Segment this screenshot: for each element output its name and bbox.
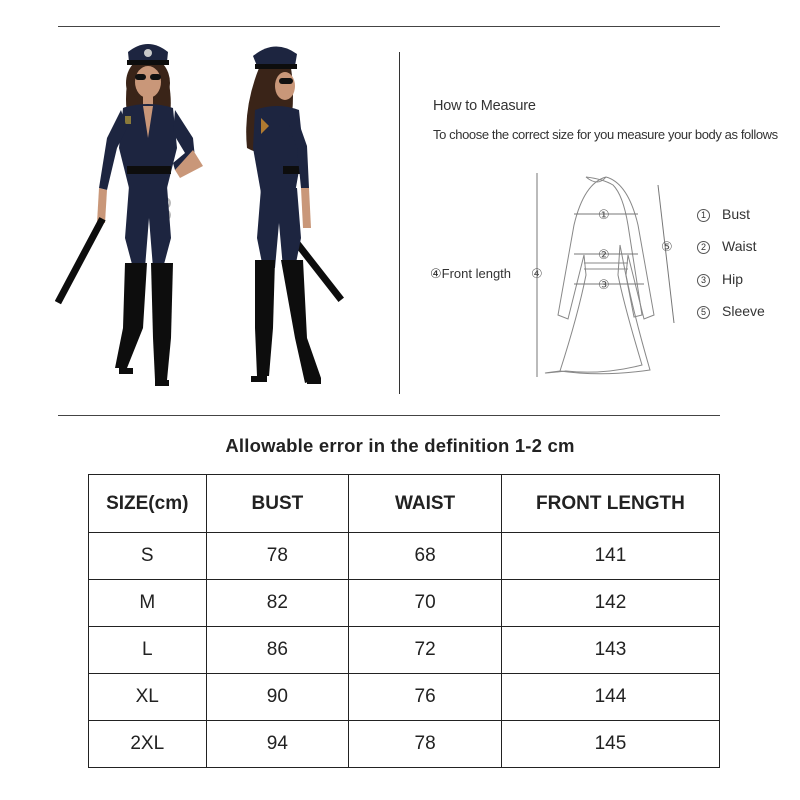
table-header-row [89, 475, 720, 533]
size-cell: S [89, 533, 207, 580]
measure-title: How to Measure [433, 98, 536, 114]
table-row [89, 627, 720, 674]
front-length-cell: 144 [501, 674, 719, 721]
size-cell: M [89, 580, 207, 627]
table-row [89, 580, 720, 627]
header-size: SIZE(cm) [89, 475, 207, 533]
waist-cell: 70 [349, 580, 502, 627]
marker-3: ③ [598, 277, 610, 292]
middle-divider [58, 415, 720, 416]
waist-cell: 68 [349, 533, 502, 580]
front-length-cell: 143 [501, 627, 719, 674]
table-row [89, 721, 720, 768]
bust-cell: 86 [206, 627, 349, 674]
costume-front-photo [55, 38, 225, 393]
legend-bust [697, 206, 750, 222]
size-cell: L [89, 627, 207, 674]
legend-label: Bust [722, 206, 751, 222]
size-cell: 2XL [89, 721, 207, 768]
bust-cell: 94 [206, 721, 349, 768]
front-length-cell: 145 [501, 721, 719, 768]
vertical-divider [399, 52, 400, 394]
measure-subtitle: To choose the correct size for you measure your body as follows [433, 127, 778, 142]
size-chart-table [88, 474, 720, 768]
front-length-label: ④Front length [430, 266, 512, 281]
legend-number: 2 [697, 241, 710, 254]
bust-cell: 78 [206, 533, 349, 580]
header-bust: BUST [206, 475, 349, 533]
legend-number: 1 [697, 209, 710, 222]
front-length-cell: 142 [501, 580, 719, 627]
header-waist: WAIST [349, 475, 502, 533]
waist-cell: 78 [349, 721, 502, 768]
marker-5: ⑤ [661, 239, 673, 254]
front-length-cell: 141 [501, 533, 719, 580]
legend-label: Hip [722, 271, 744, 287]
header-front-length: FRONT LENGTH [501, 475, 719, 533]
marker-4: ④ [531, 266, 543, 281]
marker-1: ① [598, 207, 610, 222]
table-row [89, 674, 720, 721]
legend-number: 5 [697, 306, 710, 319]
waist-cell: 76 [349, 674, 502, 721]
costume-back-photo [225, 38, 355, 393]
marker-2: ② [598, 247, 610, 262]
legend-sleeve [697, 303, 765, 319]
bust-cell: 90 [206, 674, 349, 721]
table-row [89, 533, 720, 580]
legend-label: Sleeve [722, 303, 765, 319]
top-divider [58, 26, 720, 27]
error-notice: Allowable error in the definition 1-2 cm [225, 435, 575, 456]
legend-number: 3 [697, 274, 710, 287]
waist-cell: 72 [349, 627, 502, 674]
legend-waist [697, 238, 756, 254]
legend-label: Waist [722, 238, 757, 254]
bust-cell: 82 [206, 580, 349, 627]
legend-hip [697, 271, 743, 287]
dress-measurement-diagram [428, 165, 678, 385]
size-cell: XL [89, 674, 207, 721]
